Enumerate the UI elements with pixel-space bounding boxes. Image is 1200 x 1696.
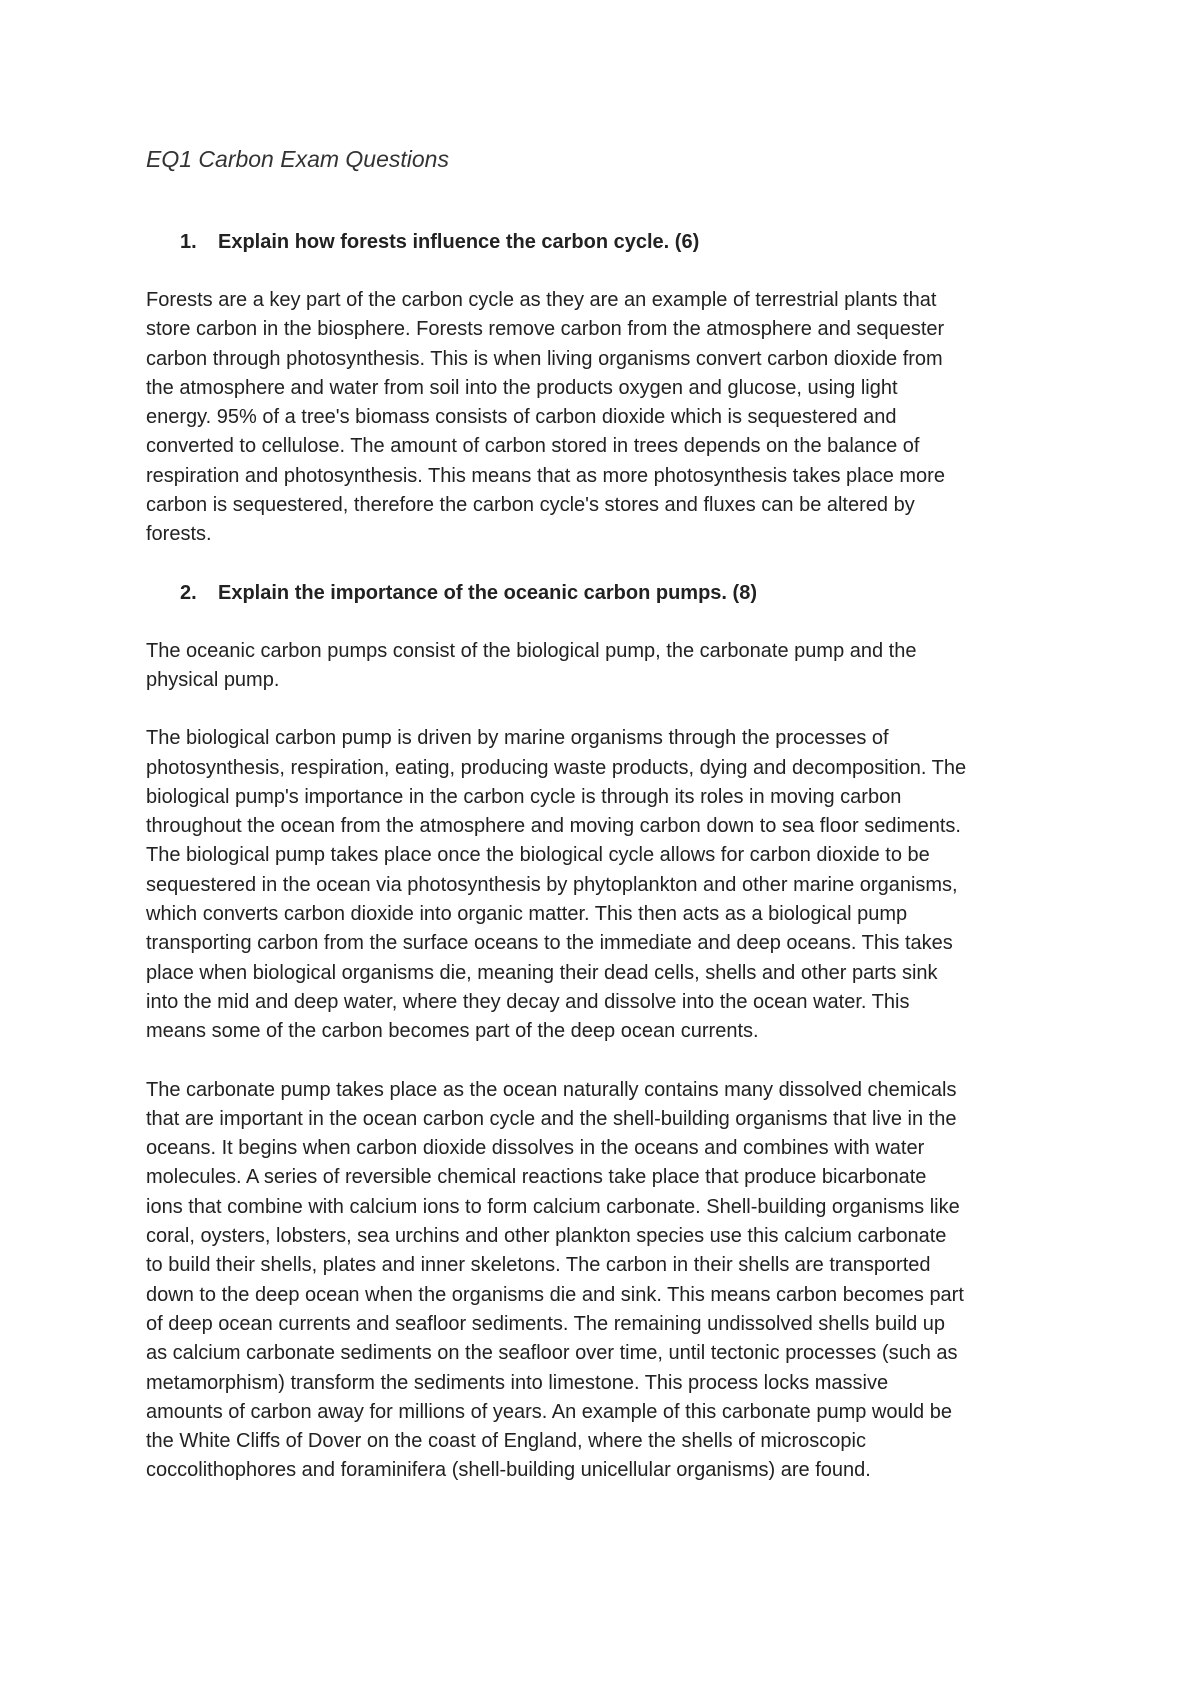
question-2-answer-paragraph-3: The carbonate pump takes place as the ocean naturally contains many dissolved chemicals that are important in the ocean carbon cycle and the shell-building organisms that live in the oceans. It begins when carbon dioxide dissolves in the oceans and combines with water molecules. A series of reversible chemical reactions take place that produce bicarbonate ions that combine with calcium ions to form calcium carbonate. Shell-building organisms like coral, oysters, lobsters, sea urchins and other plankton species use this calcium carbonate to build their shells, plates and inner skeletons. The carbon in their shells are transported down to the deep ocean when the organisms die and sink. This means carbon becomes part of deep ocean currents and seafloor sediments. The remaining undissolved shells build up as calcium carbonate sediments on the seafloor over time, until tectonic processes (such as metamorphism) transform the sediments into limestone. This process locks massive amounts of carbon away for millions of years. An example of this carbonate pump would be the White Cliffs of Dover on the coast of England, where the shells of microscopic coccolithophores and foraminifera (shell-building unicellular organisms) are found. bbox=[146, 1078, 964, 1482]
document-page bbox=[146, 136, 1076, 1486]
question-2-prompt: Explain the importance of the oceanic carbon pumps. (8) bbox=[218, 581, 757, 604]
question-2-number: 2. bbox=[180, 581, 197, 604]
question-2-heading bbox=[146, 579, 1076, 608]
question-2-answer-paragraph-1: The oceanic carbon pumps consist of the biological pump, the carbonate pump and the physical pump. bbox=[146, 639, 917, 691]
question-1-heading bbox=[146, 228, 1076, 257]
document-title: EQ1 Carbon Exam Questions bbox=[146, 146, 449, 172]
question-2-answer-paragraph-2: The biological carbon pump is driven by marine organisms through the processes of photosynthesis, respiration, eating, producing waste products, dying and decomposition. The biological pump's importance in the carbon cycle is through its roles in moving carbon throughout the ocean from the atmosphere and moving carbon down to sea floor sediments. The biological pump takes place once the biological cycle allows for carbon dioxide to be sequestered in the ocean via photosynthesis by phytoplankton and other marine organisms, which converts carbon dioxide into organic matter. This then acts as a biological pump transporting carbon from the surface oceans to the immediate and deep oceans. This takes place when biological organisms die, meaning their dead cells, shells and other parts sink into the mid and deep water, where they decay and dissolve into the ocean water. This means some of the carbon becomes part of the deep ocean currents. bbox=[146, 727, 967, 1043]
question-1-prompt: Explain how forests influence the carbon cycle. (6) bbox=[218, 231, 700, 253]
question-1-number: 1. bbox=[180, 231, 197, 253]
question-1-answer-paragraph-1: Forests are a key part of the carbon cycle as they are an example of terrestrial plants that store carbon in the biosphere. Forests remove carbon from the atmosphere and sequester carbon through photosynthesis. This is when living organisms convert carbon dioxide from the atmosphere and water from soil into the products oxygen and glucose, using light energy. 95% of a tree's biomass consists of carbon dioxide which is sequestered and converted to cellulose. The amount of carbon stored in trees depends on the balance of respiration and photosynthesis. This means that as more photosynthesis takes place more carbon is sequestered, therefore the carbon cycle's stores and fluxes can be altered by forests. bbox=[146, 289, 945, 546]
